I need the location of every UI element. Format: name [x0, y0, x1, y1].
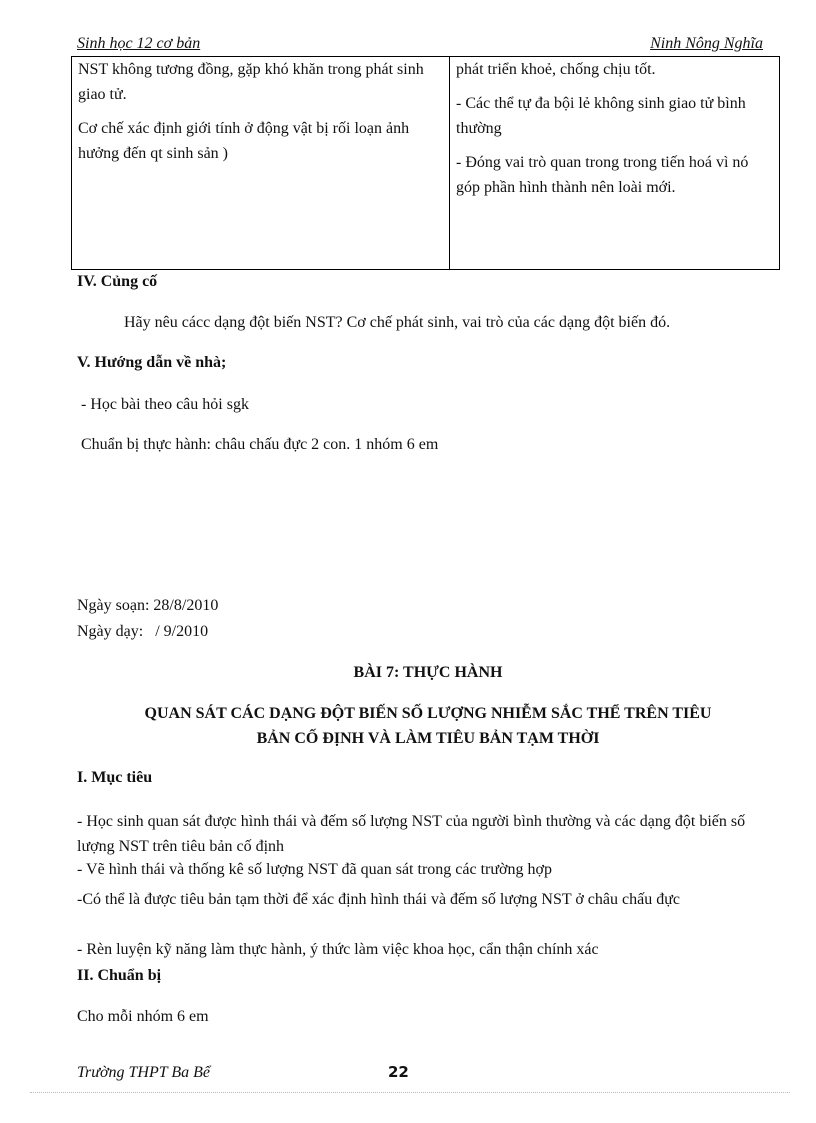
page-number: 22 — [388, 1063, 409, 1081]
lesson-title: BÀI 7: THỰC HÀNH — [353, 664, 503, 681]
table-right-para-2: - Các thể tự đa bội lẻ không sinh giao tử bình thường — [456, 95, 746, 137]
table-right-para-1: phát triển khoẻ, chống chịu tốt. — [456, 61, 656, 78]
header-author: Ninh Nông Nghĩa — [650, 35, 763, 52]
date-taught: Ngày dạy: / 9/2010 — [77, 623, 209, 640]
homework-line-1: - Học bài theo câu hỏi sgk — [81, 396, 249, 413]
objective-3: -Có thể là được tiêu bản tạm thời để xác định hình thái và đếm số lượng NST ở châu chấu đực — [77, 891, 680, 908]
table-right-cell — [450, 57, 780, 270]
homework-line-2: Chuẩn bị thực hành: châu chấu đực 2 con. 1 nhóm 6 em — [81, 436, 439, 453]
objectives-heading: I. Mục tiêu — [77, 769, 153, 786]
lesson-subtitle-line-2: BẢN CỐ ĐỊNH VÀ LÀM TIÊU BẢN TẠM THỜI — [256, 730, 600, 747]
table-right-para-3: - Đóng vai trò quan trong trong tiến hoá vì nó góp phần hình thành nên loài mới. — [456, 154, 749, 196]
section4-heading: IV. Củng cố — [77, 273, 158, 290]
table-left-cell — [72, 57, 450, 270]
table-left-para-1: NST không tương đồng, gặp khó khăn trong phát sinh giao tử. — [78, 61, 424, 103]
header-subject: Sinh học 12 cơ bản — [77, 35, 201, 52]
table-left-para-2: Cơ chế xác định giới tính ở động vật bị rối loạn ảnh hưởng đến qt sinh sản ) — [78, 120, 410, 162]
lesson-subtitle-line-1: QUAN SÁT CÁC DẠNG ĐỘT BIẾN SỐ LƯỢNG NHIỄM SẮC THỂ TRÊN TIÊU — [144, 705, 712, 722]
section4-text: Hãy nêu cácc dạng đột biến NST? Cơ chế phát sinh, vai trò của các dạng đột biến đó. — [124, 314, 671, 331]
continuation-table — [71, 56, 780, 270]
footer-school: Trường THPT Ba Bể — [77, 1064, 210, 1081]
objective-4: - Rèn luyện kỹ năng làm thực hành, ý thức làm việc khoa học, cẩn thận chính xác — [77, 941, 599, 958]
objective-1: - Học sinh quan sát được hình thái và đếm số lượng NST của người bình thường và các dạng đột biến số lượng NST trên tiêu bản cố định — [77, 813, 746, 855]
date-prepared: Ngày soạn: 28/8/2010 — [77, 597, 219, 614]
preparation-text: Cho mỗi nhóm 6 em — [77, 1008, 209, 1025]
preparation-heading: II. Chuẩn bị — [77, 967, 162, 984]
section5-heading: V. Hướng dẫn về nhà; — [77, 354, 227, 371]
objective-2: - Vẽ hình thái và thống kê số lượng NST đã quan sát trong các trường hợp — [77, 861, 552, 878]
footer-divider — [30, 1092, 790, 1093]
